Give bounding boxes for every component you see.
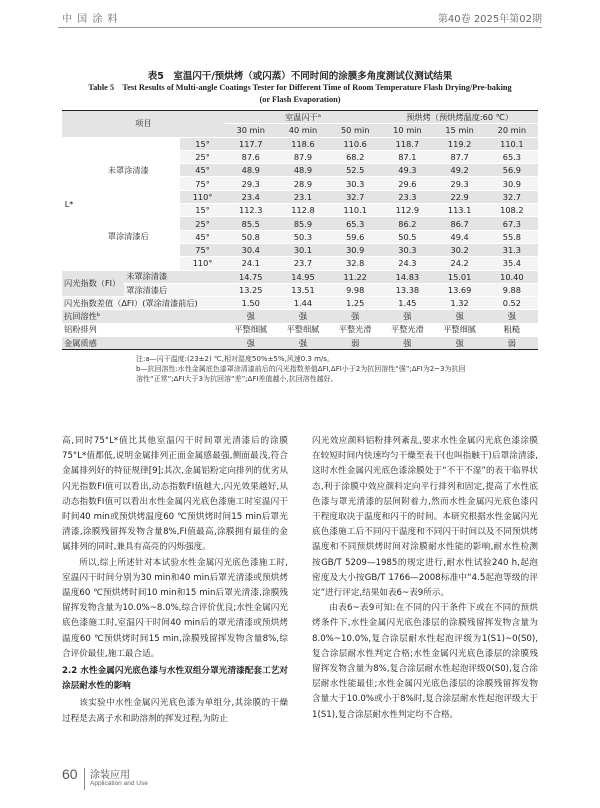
cell: 86.2 — [381, 217, 433, 230]
cell: 30.9 — [329, 243, 381, 256]
cell: 65.3 — [329, 217, 381, 230]
cell: 68.2 — [329, 150, 381, 163]
cell: 113.1 — [434, 204, 486, 217]
cell: 1.32 — [434, 297, 486, 310]
cell: 30.4 — [225, 243, 277, 256]
cell: 13.38 — [381, 283, 433, 296]
angle-label: 75° — [180, 243, 224, 256]
cell: 强 — [225, 310, 277, 323]
header-prebake: 预烘烤（预烘烤温度:60 ℃） — [381, 111, 538, 124]
paragraph: 该实验中水性金属闪光底色漆为单组分,其涂膜的干燥过程是去离子水和助溶剂的挥发过程,为防止 — [62, 698, 288, 724]
cell: 87.7 — [434, 150, 486, 163]
page-number: 60 — [62, 766, 78, 782]
cell: 强 — [381, 337, 433, 350]
table-notes — [136, 354, 536, 384]
cell: 59.6 — [329, 230, 381, 243]
cell: 85.5 — [225, 217, 277, 230]
angle-label: 25° — [180, 150, 224, 163]
results-table — [62, 110, 538, 350]
footer-journal: 涂装应用 — [90, 770, 130, 781]
cell: 50.8 — [225, 230, 277, 243]
cell: 强 — [434, 310, 486, 323]
cell: 65.3 — [486, 150, 538, 163]
footer-divider — [84, 768, 85, 790]
cell: 119.2 — [434, 137, 486, 150]
table-row — [62, 323, 538, 336]
header-rule — [58, 27, 542, 28]
cell: 110.1 — [486, 137, 538, 150]
cell: 14.83 — [381, 270, 433, 283]
table-row — [62, 310, 538, 323]
table-row — [62, 270, 538, 283]
header-time: 10 min — [381, 124, 433, 137]
cell: 平整细腻 — [225, 323, 277, 336]
cell: 49.4 — [434, 230, 486, 243]
flash-index-rows — [62, 270, 538, 297]
angle-label: 75° — [180, 177, 224, 190]
cell: 112.3 — [225, 204, 277, 217]
cell: 35.4 — [486, 257, 538, 270]
table-caption-en-line2: (or Flash Evaporation) — [259, 95, 341, 104]
cell: 32.7 — [486, 190, 538, 203]
cell: 49.3 — [381, 164, 433, 177]
cell: 30.3 — [381, 243, 433, 256]
header-time: 40 min — [277, 124, 329, 137]
table-caption-en — [60, 82, 540, 106]
cell: 平整光滑 — [329, 323, 381, 336]
cell: 52.5 — [329, 164, 381, 177]
cell: 110.1 — [329, 204, 381, 217]
cell: 31.3 — [486, 243, 538, 256]
lightness-label: L* — [62, 137, 76, 270]
cell: 13.25 — [225, 283, 277, 296]
cell: 117.7 — [225, 137, 277, 150]
cell: 弱 — [329, 337, 381, 350]
cell: 30.3 — [329, 177, 381, 190]
cell: 50.3 — [277, 230, 329, 243]
cell: 55.8 — [486, 230, 538, 243]
cell: 强 — [381, 310, 433, 323]
header-room-flash: 室温闪干ᵃ — [225, 111, 382, 124]
cell: 1.50 — [225, 297, 277, 310]
cell: 弱 — [486, 337, 538, 350]
cell: 平整光滑 — [381, 323, 433, 336]
cell: 32.7 — [329, 190, 381, 203]
table-caption-cn: 表5 室温闪干/预烘烤（或闪蒸）不同时间的涂膜多角度测试仪测试结果 — [147, 71, 453, 82]
cell: 24.1 — [225, 257, 277, 270]
cell: 29.3 — [225, 177, 277, 190]
cell: 110.6 — [329, 137, 381, 150]
paragraph: 高,同时75°L*值比其他室温闪干时间罩光清漆后的涂膜75°L*值都低,说明金属排列正面金属感最强,侧面最浅,符合金属排列好的特征规律[9];其次,金属铝粉定向排列的优劣从闪光指数FI值可以看出,动态指数FI值越大,闪光效果越好,从动态指数FI值可以看出水性金属闪光底色漆施工时室温闪干时间40 min或预烘烤温度60 ℃预烘烤时间15 min后罩光清漆,涂膜残留挥发物含量8%,FI值最高,涂膜拥有最佳的金属排列的同时,兼具有高亮的闪烁强度。 — [62, 436, 288, 553]
header-item: 项目 — [62, 111, 225, 138]
cell: 0.52 — [486, 297, 538, 310]
cell: 118.6 — [277, 137, 329, 150]
cell: 112.8 — [277, 204, 329, 217]
lightness-rows — [62, 137, 538, 270]
row-label: 闪光指数差值（ΔFI）(罩涂清漆前后) — [62, 297, 225, 310]
paragraph: 由表6~表9可知:在不同的闪干条件下或在不同的预烘烤条件下,水性金属闪光底色漆层的涂膜残留挥发物含量为8.0%~10.0%,复合涂层耐水性起泡评级为1(S1)~0(S0),复合涂层耐水性判定合格;水性金属闪光底色漆层的涂膜残留挥发物含量为8%,复合涂层耐水性起泡评级0(S0),复合涂层耐水性能最佳;水性金属闪光底色漆层的涂膜残留挥发物含量大于10.0%或小于8%时,复合涂层耐水性起泡评级大于1(S1),复合涂层耐水性判定均不合格。 — [312, 603, 538, 720]
cell: 24.3 — [381, 257, 433, 270]
angle-label: 15° — [180, 204, 224, 217]
cell: 14.95 — [277, 270, 329, 283]
cell: 29.3 — [434, 177, 486, 190]
section-title: 水性金属闪光底色漆与水性双组分罩光清漆配套工艺对涂层耐水性的影响 — [62, 666, 288, 692]
section-number: 2.2 — [62, 666, 78, 677]
cell: 85.9 — [277, 217, 329, 230]
table-row — [62, 204, 538, 217]
cell: 30.1 — [277, 243, 329, 256]
cell: 1.44 — [277, 297, 329, 310]
note-b-line2: 溶性“正常”;ΔFI大于3为抗回溶“差”;ΔFI差值越小,抗回溶性越好。 — [136, 375, 338, 383]
cell: 强 — [277, 337, 329, 350]
row-label: 未罩涂清漆 — [124, 270, 224, 283]
cell: 108.2 — [486, 204, 538, 217]
cell: 56.9 — [486, 164, 538, 177]
cell: 28.9 — [277, 177, 329, 190]
flash-index-label: 闪光指数（FI） — [62, 270, 124, 297]
cell: 9.98 — [329, 283, 381, 296]
header-time: 30 min — [225, 124, 277, 137]
table-caption-en-line1: Table 5 Test Results of Multi-angle Coatings Tester for Different Time of Room Temperature Flash Drying/Pre-baking — [88, 83, 512, 92]
cell: 平整细腻 — [277, 323, 329, 336]
cell: 48.9 — [277, 164, 329, 177]
cell: 49.2 — [434, 164, 486, 177]
cell: 87.6 — [225, 150, 277, 163]
cell: 9.88 — [486, 283, 538, 296]
angle-label: 45° — [180, 164, 224, 177]
cell: 50.5 — [381, 230, 433, 243]
row-label: 金属质感 — [62, 337, 225, 350]
cell: 13.51 — [277, 283, 329, 296]
cell: 强 — [486, 310, 538, 323]
cell: 23.7 — [277, 257, 329, 270]
cell: 14.75 — [225, 270, 277, 283]
paragraph: 所以,综上所述针对本试验水性金属闪光底色漆施工时,室温闪干时间分别为30 min和40 min后罩光清漆或预烘烤温度60 ℃预烘烤时间10 min和15 min后罩光清漆,涂膜残留挥发物含量为10.0%~8.0%,综合评价优良;水性金属闪光底色漆施工时,室温闪干时间40 min后的罩光清漆或预烘烤温度60 ℃预烘烤时间15 min,涂膜残留挥发物含量8%,综合评价最佳,施工最合适。 — [62, 557, 288, 659]
cell: 22.9 — [434, 190, 486, 203]
note-b-line1: b—抗回溶性:水性金属底色漆罩涂清漆前后的闪光指数差值ΔFI,ΔFI小于2为抗回溶性“强”;ΔFI为2~3为抗回 — [136, 365, 466, 373]
header-time: 20 min — [486, 124, 538, 137]
coating-state-label: 未罩涂清漆 — [76, 137, 180, 203]
table-row — [62, 297, 538, 310]
cell: 29.6 — [381, 177, 433, 190]
table-row — [62, 137, 538, 150]
cell: 118.7 — [381, 137, 433, 150]
cell: 平整细腻 — [434, 323, 486, 336]
note-a: 注:a—闪干温度:(23±2) ℃,相对湿度50%±5%,风速0.3 m/s。 — [136, 355, 334, 363]
cell: 67.3 — [486, 217, 538, 230]
cell: 112.9 — [381, 204, 433, 217]
coating-state-label: 罩涂清漆后 — [76, 204, 180, 270]
cell: 86.7 — [434, 217, 486, 230]
angle-label: 15° — [180, 137, 224, 150]
cell: 24.2 — [434, 257, 486, 270]
table-row — [62, 283, 538, 296]
cell: 30.9 — [486, 177, 538, 190]
cell: 87.1 — [381, 150, 433, 163]
row-label: 铝粉排列 — [62, 323, 225, 336]
cell: 强 — [434, 337, 486, 350]
page-header — [0, 0, 600, 30]
row-label: 罩涂清漆后 — [124, 283, 224, 296]
cell: 强 — [329, 310, 381, 323]
angle-label: 45° — [180, 230, 224, 243]
paragraph: 闪光效应颜料铝粉排列紊乱,要求水性金属闪光底色漆涂膜在较短时间内快速均匀干燥至表干(也叫指触干)后罩涂清漆,这时水性金属闪光底色漆涂膜处于“不干不湿”的表干临界状态,利于涂膜中效应颜料定向平行排列和固定,提高了水性底色漆与罩光清漆的层间附着力,然而水性金属闪光底色漆闪干程度取决于温度和闪干的时间。本研究根据水性金属闪光底色漆施工后不同闪干温度和不同闪干时间以及不同预烘烤温度和不同预烘烤时间对涂膜耐水性能的影响,耐水性检测按GB/T 5209—1985的规定进行,耐水性试验240 h,起泡密度及大小按GB/T 1766—2008标准中“4.5起泡等级的评定”进行评定,结果如表6~表9所示。 — [312, 436, 538, 599]
cell: 87.9 — [277, 150, 329, 163]
cell: 15.01 — [434, 270, 486, 283]
cell: 23.1 — [277, 190, 329, 203]
cell: 1.25 — [329, 297, 381, 310]
cell: 23.4 — [225, 190, 277, 203]
journal-name: 中 国 涂 料 — [62, 14, 119, 25]
section-heading — [62, 664, 288, 694]
cell: 32.8 — [329, 257, 381, 270]
cell: 48.9 — [225, 164, 277, 177]
angle-label: 110° — [180, 257, 224, 270]
cell: 1.45 — [381, 297, 433, 310]
angle-label: 110° — [180, 190, 224, 203]
footer-journal-en: Application and Use — [90, 780, 148, 787]
body-column-right — [312, 434, 538, 723]
header-time: 15 min — [434, 124, 486, 137]
cell: 23.3 — [381, 190, 433, 203]
issue-info: 第40卷 2025年第02期 — [437, 14, 542, 25]
cell: 强 — [277, 310, 329, 323]
cell: 30.2 — [434, 243, 486, 256]
table-row — [62, 337, 538, 350]
header-time: 50 min — [329, 124, 381, 137]
body-column-left — [62, 434, 288, 727]
cell: 11.22 — [329, 270, 381, 283]
cell: 粗糙 — [486, 323, 538, 336]
cell: 13.69 — [434, 283, 486, 296]
cell: 强 — [225, 337, 277, 350]
row-label: 抗回溶性ᵇ — [62, 310, 225, 323]
cell: 10.40 — [486, 270, 538, 283]
angle-label: 25° — [180, 217, 224, 230]
